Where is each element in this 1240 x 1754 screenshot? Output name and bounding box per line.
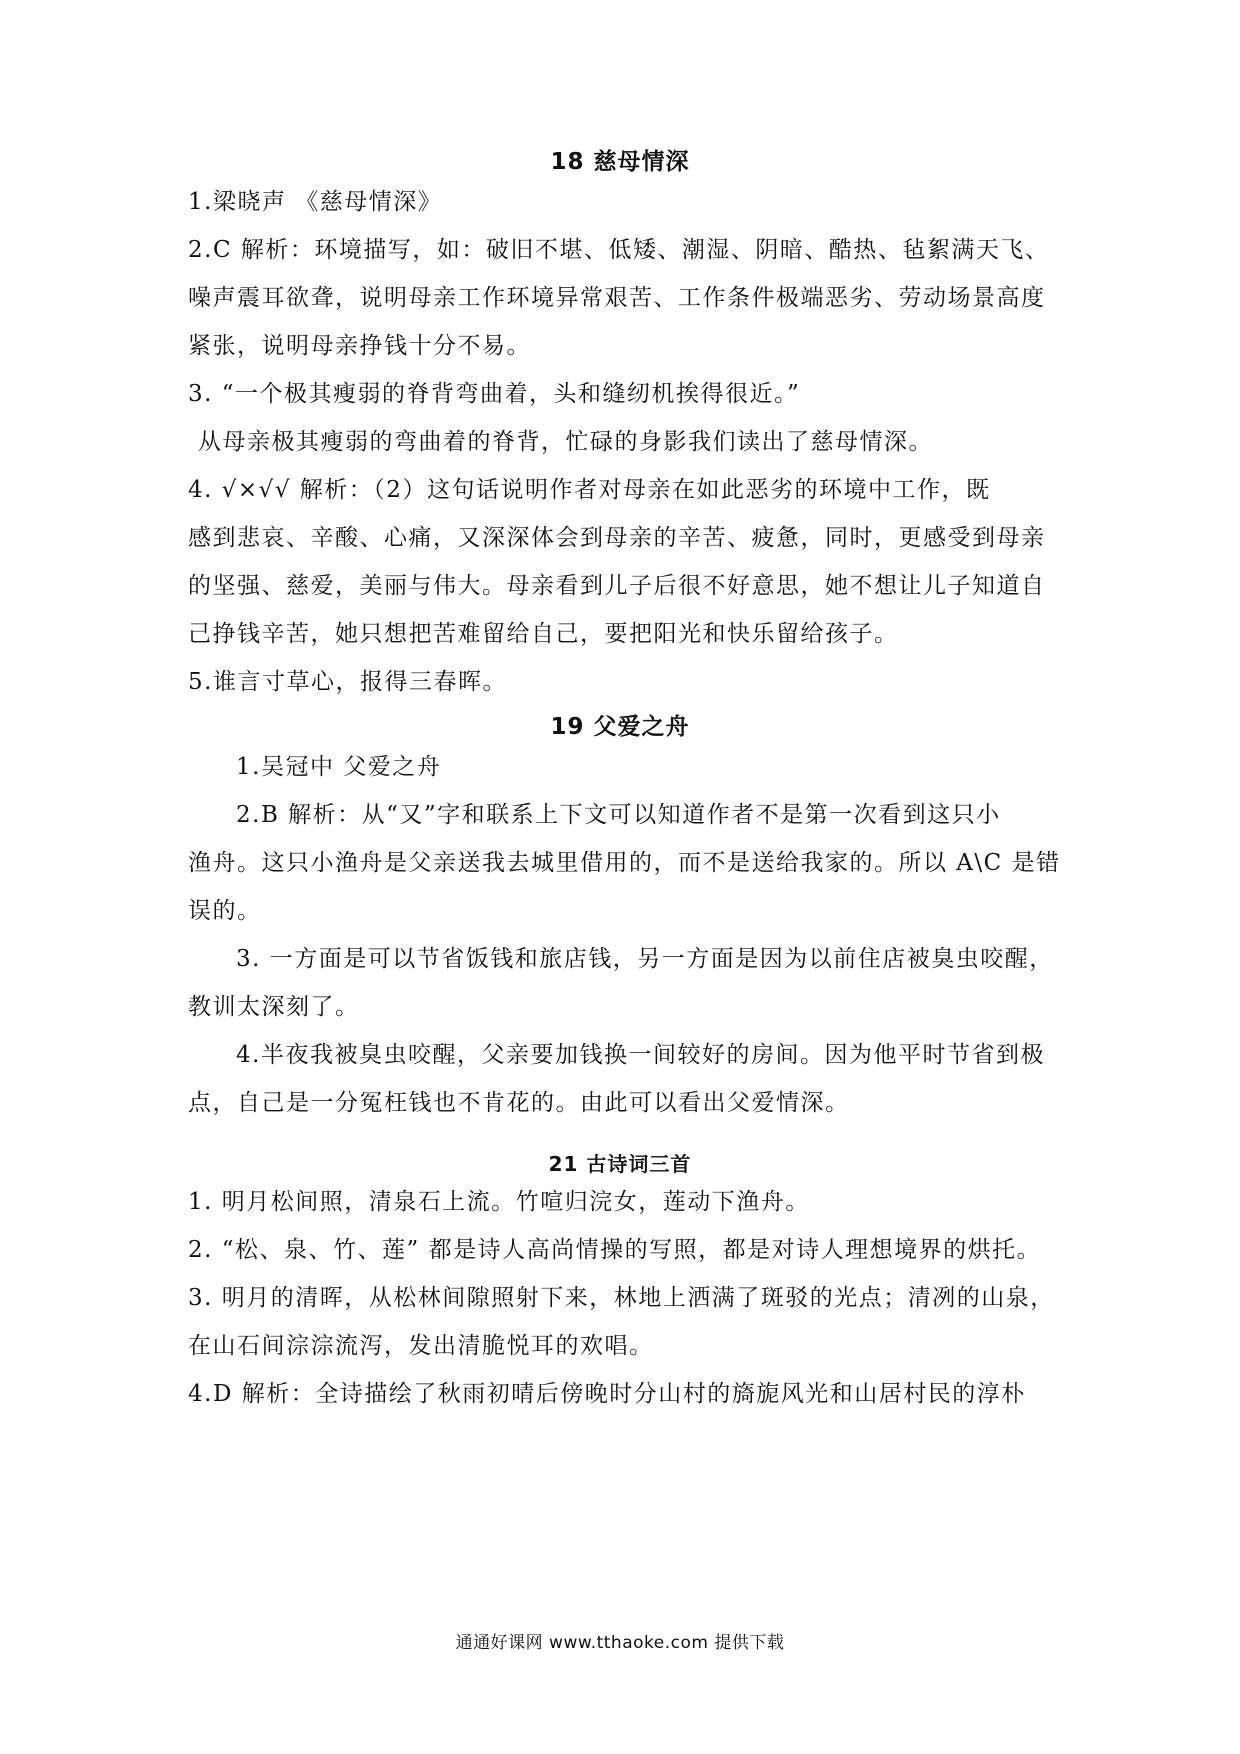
text-line: 5.谁言寸草心，报得三春晖。	[188, 669, 507, 695]
text-line: 紧张，说明母亲挣钱十分不易。	[188, 333, 531, 359]
section-body-19	[188, 743, 1061, 1127]
section-title-19: 19 父爱之舟	[550, 714, 690, 740]
text-line: 误的。	[188, 898, 262, 924]
text-line: 4. √×√√ 解析：（2）这句话说明作者对母亲在如此恶劣的环境中工作，既	[188, 477, 991, 503]
text-line: 3. 明月的清晖，从松林间隙照射下来，林地上洒满了斑驳的光点；清冽的山泉，	[188, 1285, 1055, 1311]
text-line: 2. “松、泉、竹、莲” 都是诗人高尚情操的写照，都是对诗人理想境界的烘托。	[188, 1237, 1042, 1263]
text-line: 3. 一方面是可以节省饭钱和旅店钱，另一方面是因为以前住店被臭虫咬醒，	[236, 946, 1054, 972]
section-title-18: 18 慈母情深	[550, 149, 690, 175]
section-body-18	[188, 178, 1058, 706]
page-footer: 通通好课网 www.tthaoke.com 提供下载	[455, 1633, 785, 1653]
text-line: 己挣钱辛苦，她只想把苦难留给自己，要把阳光和快乐留给孩子。	[188, 621, 899, 647]
text-line: 从母亲极其瘦弱的弯曲着的脊背，忙碌的身影我们读出了慈母情深。	[198, 429, 933, 455]
text-line: 2.C 解析：环境描写，如：破旧不堪、低矮、潮湿、阴暗、酷热、毡絮满天飞、	[188, 237, 1050, 263]
text-line: 4.半夜我被臭虫咬醒，父亲要加钱换一间较好的房间。因为他平时节省到极	[236, 1042, 1045, 1068]
text-line: 2.B 解析：从“又”字和联系上下文可以知道作者不是第一次看到这只小	[236, 802, 1001, 828]
text-line: 的坚强、慈爱，美丽与伟大。母亲看到儿子后很不好意思，她不想让儿子知道自	[188, 573, 1046, 599]
text-line: 教训太深刻了。	[188, 994, 360, 1020]
text-line: 1.吴冠中 父爱之舟	[236, 754, 442, 780]
text-line: 噪声震耳欲聋，说明母亲工作环境异常艰苦、工作条件极端恶劣、劳动场景高度	[188, 285, 1046, 311]
text-line: 渔舟。这只小渔舟是父亲送我去城里借用的，而不是送给我家的。所以 A\C 是错	[188, 850, 1061, 876]
text-line: 4.D 解析：全诗描绘了秋雨初晴后傍晚时分山村的旖旎风光和山居村民的淳朴	[188, 1381, 1026, 1407]
text-line: 1.梁晓声 《慈母情深》	[188, 189, 443, 215]
section-title-21: 21 古诗词三首	[548, 1152, 692, 1176]
text-line: 3. “一个极其瘦弱的脊背弯曲着，头和缝纫机挨得很近。”	[188, 381, 801, 407]
text-line: 在山石间淙淙流泻，发出清脆悦耳的欢唱。	[188, 1333, 654, 1359]
section-body-21	[188, 1178, 1058, 1418]
text-line: 点，自己是一分冤枉钱也不肯花的。由此可以看出父爱情深。	[188, 1090, 850, 1116]
text-line: 感到悲哀、辛酸、心痛，又深深体会到母亲的辛苦、疲惫，同时，更感受到母亲	[188, 525, 1046, 551]
text-line: 1. 明月松间照，清泉石上流。竹喧归浣女，莲动下渔舟。	[188, 1189, 810, 1215]
